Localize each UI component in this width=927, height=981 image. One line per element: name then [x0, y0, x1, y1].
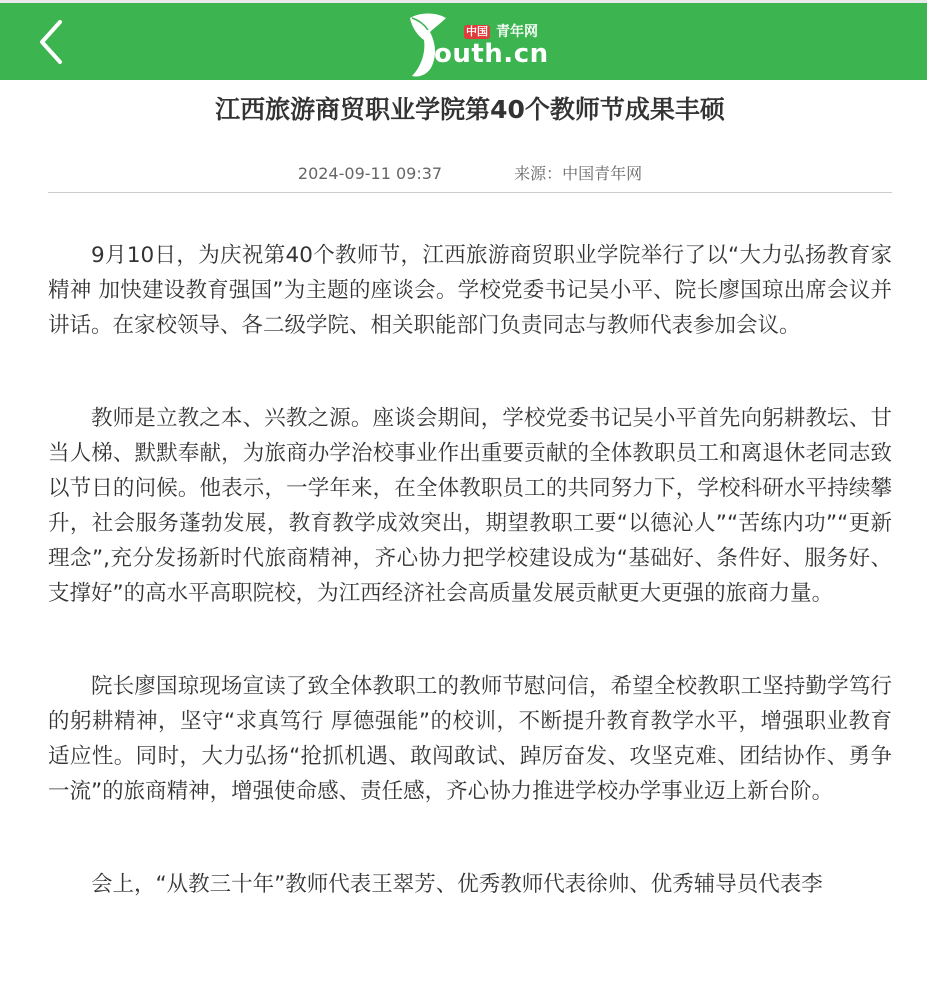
logo-cn-text: 青年网: [496, 24, 538, 40]
article-title: 江西旅游商贸职业学院第40个教师节成果丰硕: [215, 95, 725, 124]
back-button[interactable]: [30, 16, 74, 68]
article-source: 来源：中国青年网: [514, 164, 643, 183]
youth-logo[interactable]: [402, 10, 549, 78]
article-paragraph: 院长廖国琼现场宣读了致全体教职工的教师节慰问信，希望全校教职工坚持勤学笃行的躬耕精神，坚守“求真笃行 厚德强能”的校训，不断提升教育教学水平，增强职业教育适应性。同时，大力弘扬“抢抓机遇、敢闯敢试、踔厉奋发、攻坚克难、团结协作、勇争一流”的旅商精神，增强使命感、责任感，齐心协力推进学校办学事业迈上新台阶。: [48, 674, 892, 804]
logo-en-text: outh.cn: [434, 39, 549, 69]
article-paragraph: 9月10日，为庆祝第40个教师节，江西旅游商贸职业学院举行了以“大力弘扬教育家精神 加快建设教育强国”为主题的座谈会。学校党委书记吴小平、院长廖国琼出席会议并讲话。在家校领导、各二级学院、相关职能部门负责同志与教师代表参加会议。: [48, 243, 892, 338]
divider: [48, 192, 892, 193]
logo-cn-badge: 中国: [466, 25, 488, 38]
article-meta: [0, 162, 927, 186]
article-date: 2024-09-11 09:37: [297, 164, 443, 183]
article-paragraph: 会上，“从教三十年”教师代表王翠芳、优秀教师代表徐帅、优秀辅导员代表李: [91, 872, 823, 897]
chevron-left-icon: [30, 16, 74, 68]
article-paragraph: 教师是立教之本、兴教之源。座谈会期间，学校党委书记吴小平首先向躬耕教坛、甘当人梯、默默奉献，为旅商办学治校事业作出重要贡献的全体教职员工和离退休老同志致以节日的问候。他表示，一学年来，在全体教职员工的共同努力下，学校科研水平持续攀升，社会服务蓬勃发展，教育教学成效突出，期望教职工要“以德沁人”“苦练内功”“更新理念”,充分发扬新时代旅商精神，齐心协力把学校建设成为“基础好、条件好、服务好、支撑好”的高水平高职院校，为江西经济社会高质量发展贡献更大更强的旅商力量。: [48, 406, 892, 606]
app-header: [0, 0, 927, 80]
top-strip: [0, 0, 927, 3]
article-body: [48, 238, 892, 960]
